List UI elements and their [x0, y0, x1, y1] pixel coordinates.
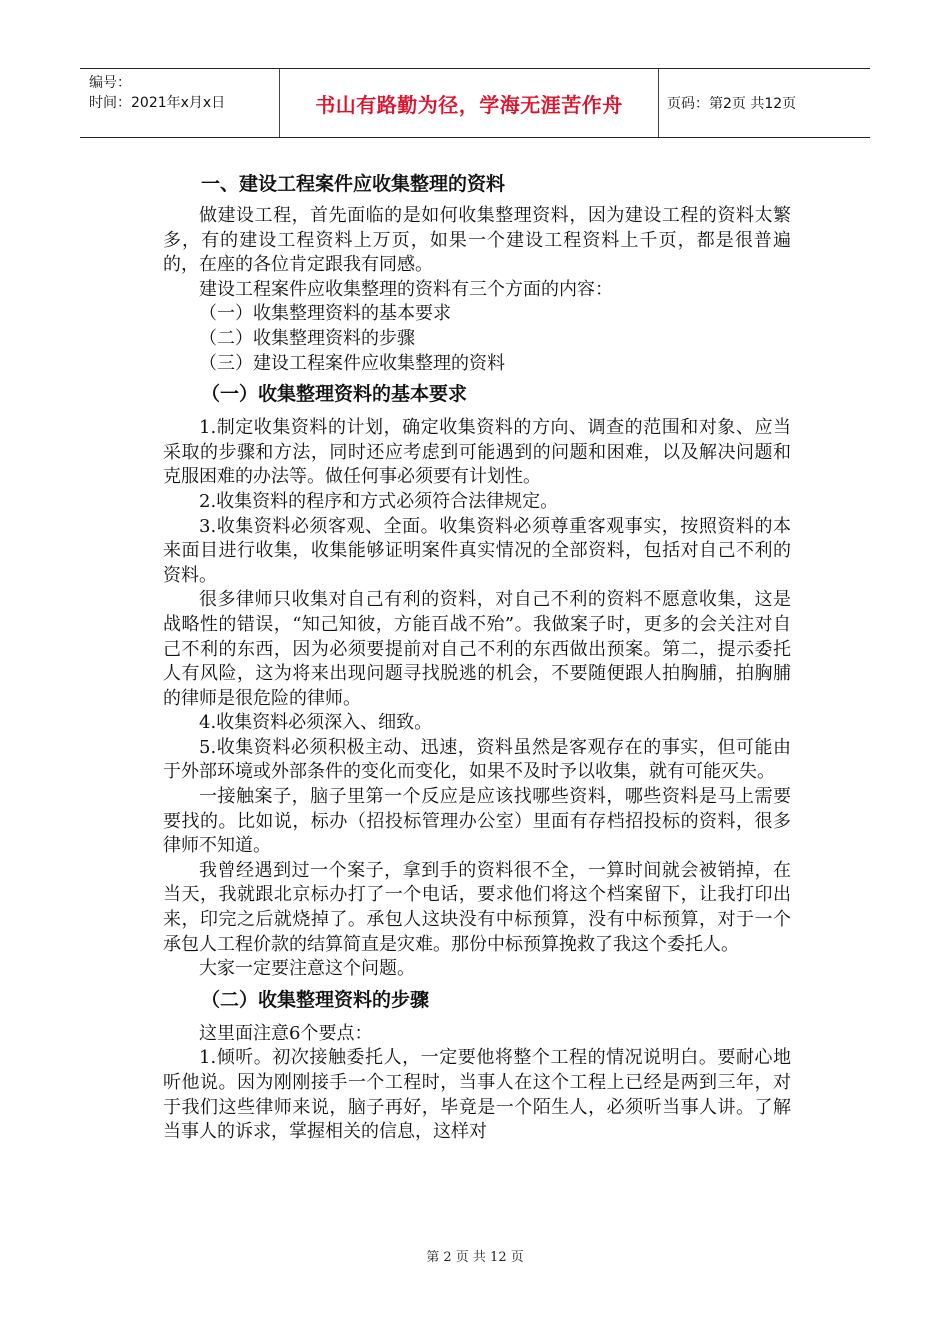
header-motto: 书山有路勤为径，学海无涯苦作舟	[280, 69, 659, 137]
paragraph: 建设工程案件应收集整理的资料有三个方面的内容：	[199, 278, 613, 300]
section-heading-2: （二）收集整理资料的步骤	[201, 988, 430, 1011]
document-title: 一、建设工程案件应收集整理的资料	[201, 173, 506, 195]
section-heading-1: （一）收集整理资料的基本要求	[201, 383, 468, 406]
header-meta	[80, 69, 280, 137]
page-footer: 第 2 页 共 12 页	[426, 1250, 524, 1265]
paragraph: 做建设工程，首先面临的是如何收集整理资料，因为建设工程的资料太繁多，有的建设工程资料上万页，如果一个建设工程资料上千页，都是很普遍的，在座的各位肯定跟我有同感。	[163, 205, 791, 276]
paragraph: 1.倾听。初次接触委托人，一定要他将整个工程的情况说明白。要耐心地听他说。因为刚刚接手一个工程时，当事人在这个工程上已经是两到三年，对于我们这些律师来说，脑子再好，毕竟是一个陌生人，必须听当事人讲。了解当事人的诉求，掌握相关的信息，这样对	[163, 1047, 791, 1143]
paragraph: 3.收集资料必须客观、全面。收集资料必须尊重客观事实，按照资料的本来面目进行收集，收集能够证明案件真实情况的全部资料，包括对自己不利的资料。	[163, 515, 791, 586]
number-label: 编号：	[89, 75, 131, 91]
paragraph: 这里面注意6个要点：	[199, 1022, 373, 1044]
document-body	[163, 168, 791, 1145]
paragraph: 一接触案子，脑子里第一个反应是应该找哪些资料，哪些资料是马上需要要找的。比如说，标办（招投标管理办公室）里面有存档招投标的资料，很多律师不知道。	[163, 786, 791, 857]
outline-item: （三）建设工程案件应收集整理的资料	[199, 352, 505, 374]
paragraph: 1.制定收集资料的计划，确定收集资料的方向、调查的范围和对象、应当采取的步骤和方法，同时还应考虑到可能遇到的问题和困难，以及解决问题和克服困难的办法等。做任何事必须要有计划性。	[163, 417, 791, 488]
page-header	[80, 68, 870, 138]
paragraph: 5.收集资料必须积极主动、迅速，资料虽然是客观存在的事实，但可能由于外部环境或外部条件的变化而变化，如果不及时予以收集，就有可能灭失。	[163, 736, 791, 783]
time-label: 时间：2021年x月x日	[89, 95, 226, 111]
outline-item: （二）收集整理资料的步骤	[199, 327, 415, 349]
paragraph: 很多律师只收集对自己有利的资料，对自己不利的资料不愿意收集，这是战略性的错误，“知己知彼，方能百战不殆”。我做案子时，更多的会关注对自己不利的东西，因为必须要提前对自己不利的东西做出预案。第二，提示委托人有风险，这为将来出现问题寻找脱逃的机会，不要随便跟人拍胸脯，拍胸脯的律师是很危险的律师。	[163, 589, 791, 709]
paragraph: 4.收集资料必须深入、细致。	[199, 712, 433, 734]
paragraph: 我曾经遇到过一个案子，拿到手的资料很不全，一算时间就会被销掉，在当天，我就跟北京标办打了一个电话，要求他们将这个档案留下，让我打印出来，印完之后就烧掉了。承包人这块没有中标预算，没有中标预算，对于一个承包人工程价款的结算简直是灾难。那份中标预算挽救了我这个委托人。	[163, 859, 791, 955]
header-page-info: 页码：第2页 共12页	[667, 96, 797, 112]
paragraph: 2.收集资料的程序和方式必须符合法律规定。	[199, 490, 559, 512]
paragraph: 大家一定要注意这个问题。	[199, 958, 415, 980]
outline-item: （一）收集整理资料的基本要求	[199, 303, 451, 325]
